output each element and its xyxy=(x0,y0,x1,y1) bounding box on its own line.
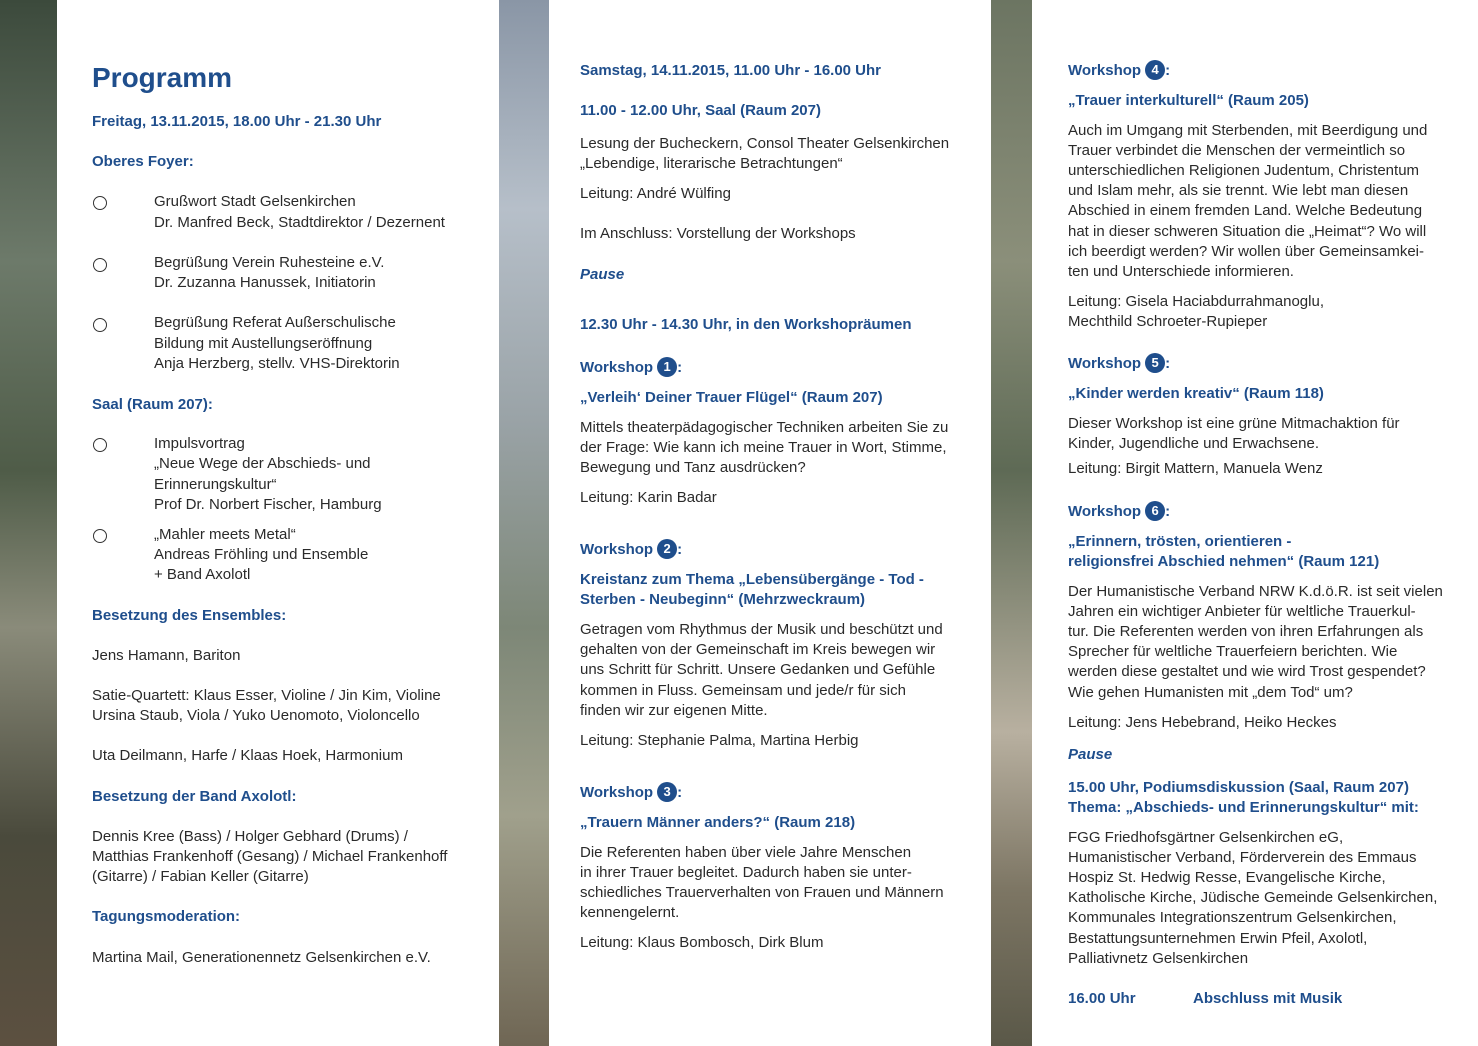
workshop-lead: Leitung: Jens Hebebrand, Heiko Heckes xyxy=(1068,714,1337,731)
agenda-item-text: Dr. Manfred Beck, Stadtdirektor / Dezernent xyxy=(154,214,445,231)
workshop-text: Der Humanistische Verband NRW K.d.ö.R. ist seit vielen xyxy=(1068,583,1443,600)
agenda-item-text: Impulsvortrag xyxy=(154,435,245,452)
number-3-badge-icon: 3 xyxy=(657,782,677,802)
participant-line: Bestattungsunternehmen Erwin Pfeil, Axolotl, xyxy=(1068,930,1368,947)
number-5-badge-icon: 5 xyxy=(1145,353,1165,373)
workshop-text: und Islam mehr, als sie trennt. Wie lebt man diesen xyxy=(1068,182,1409,199)
agenda-item-text: Erinnerungskultur“ xyxy=(154,476,277,493)
ensemble-line: Satie-Quartett: Klaus Esser, Violine / Jin Kim, Violine xyxy=(92,687,441,704)
agenda-item-text: Bildung mit Austellungseröffnung xyxy=(154,335,373,352)
reading-line: Lesung der Bucheckern, Consol Theater Gelsenkirchen xyxy=(580,135,950,152)
workshop-text: Abschied in einem fremden Land. Welche Bedeutung xyxy=(1068,202,1423,219)
workshop-text: ten und Unterschiede informieren. xyxy=(1068,263,1294,280)
workshop-text: uns Schritt für Schritt. Unsere Gedanken und Gefühle xyxy=(580,661,936,678)
participant-line: FGG Friedhofsgärtner Gelsenkirchen eG, xyxy=(1068,829,1344,846)
workshop-lead: Leitung: Stephanie Palma, Martina Herbig xyxy=(580,732,859,749)
reading-after: Im Anschluss: Vorstellung der Workshops xyxy=(580,225,856,242)
workshop-6-title: „Erinnern, trösten, orientieren - xyxy=(1068,533,1292,550)
participant-line: Humanistischer Verband, Förderverein des Emmaus xyxy=(1068,849,1417,866)
ensemble-line: Jens Hamann, Bariton xyxy=(92,647,241,664)
agenda-bullet-icon xyxy=(93,196,107,210)
workshop-text: Auch im Umgang mit Sterbenden, mit Beerdigung und xyxy=(1068,122,1428,139)
workshop-text: ich beerdigt werden? Wir wollen über Gemeinsamkei- xyxy=(1068,243,1424,260)
band-heading: Besetzung der Band Axolotl: xyxy=(92,788,297,805)
agenda-item-text: Prof Dr. Norbert Fischer, Hamburg xyxy=(154,496,382,513)
program-column-workshops xyxy=(1032,0,1478,1046)
workshop-1-title: „Verleih‘ Deiner Trauer Flügel“ (Raum 207) xyxy=(580,389,883,406)
number-6-badge-icon: 6 xyxy=(1145,501,1165,521)
band-line: (Gitarre) / Fabian Keller (Gitarre) xyxy=(92,868,309,885)
workshop-2-title: Sterben - Neubeginn“ (Mehrzweckraum) xyxy=(580,591,866,608)
workshop-text: der Frage: Wie kann ich meine Trauer in Wort, Stimme, xyxy=(580,439,947,456)
workshop-text: hat in dieser schweren Situation die „Heimat“? Wo will xyxy=(1068,223,1427,240)
band-line: Matthias Frankenhoff (Gesang) / Michael Frankenhoff xyxy=(92,848,448,865)
moderation-text: Martina Mail, Generationennetz Gelsenkirchen e.V. xyxy=(92,949,431,966)
agenda-item-text: Grußwort Stadt Gelsenkirchen xyxy=(154,193,356,210)
friday-date-heading: Freitag, 13.11.2015, 18.00 Uhr - 21.30 Uhr xyxy=(92,113,382,130)
agenda-bullet-icon xyxy=(93,438,107,452)
agenda-item-text: „Neue Wege der Abschieds- und xyxy=(154,455,371,472)
workshop-label: Workshop xyxy=(580,359,654,376)
workshop-label: Workshop xyxy=(1068,62,1142,79)
workshop-text: Die Referenten haben über viele Jahre Menschen xyxy=(580,844,912,861)
slot-heading: 12.30 Uhr - 14.30 Uhr, in den Workshopräumen xyxy=(580,316,912,333)
workshop-text: Bewegung und Tanz ausdrücken? xyxy=(580,459,806,476)
workshop-text: schiedliches Trauerverhalten von Frauen und Männern xyxy=(580,884,944,901)
pause-label: Pause xyxy=(580,266,625,283)
workshop-4-title: „Trauer interkulturell“ (Raum 205) xyxy=(1068,92,1309,109)
workshop-text: kennengelernt. xyxy=(580,904,680,921)
band-line: Dennis Kree (Bass) / Holger Gebhard (Drums) / xyxy=(92,828,408,845)
number-1-badge-icon: 1 xyxy=(657,357,677,377)
agenda-bullet-icon xyxy=(93,318,107,332)
workshop-text: Dieser Workshop ist eine grüne Mitmachaktion für xyxy=(1068,415,1400,432)
agenda-bullet-icon xyxy=(93,258,107,272)
participant-line: Kommunales Integrationszentrum Gelsenkirchen, xyxy=(1068,909,1397,926)
reading-lead: Leitung: André Wülfing xyxy=(580,185,731,202)
agenda-item-text: + Band Axolotl xyxy=(154,566,251,583)
workshop-text: tur. Die Referenten werden von ihren Erfahrungen als xyxy=(1068,623,1424,640)
participant-line: Hospiz St. Hedwig Resse, Evangelische Kirche, xyxy=(1068,869,1386,886)
agenda-bullet-icon xyxy=(93,529,107,543)
ensemble-line: Ursina Staub, Viola / Yuko Uenomoto, Violoncello xyxy=(92,707,420,724)
workshop-lead: Leitung: Klaus Bombosch, Dirk Blum xyxy=(580,934,824,951)
participant-line: Palliativnetz Gelsenkirchen xyxy=(1068,950,1249,967)
background-painting-strip-middle xyxy=(499,0,549,1046)
background-painting-strip-left xyxy=(0,0,57,1046)
background-painting-strip-right xyxy=(991,0,1032,1046)
workshop-text: in ihrer Trauer begleitet. Dadurch haben sie unter- xyxy=(580,864,912,881)
workshop-text: finden wir zur eigenen Mitte. xyxy=(580,702,768,719)
program-column-saturday xyxy=(549,0,991,1046)
workshop-lead: Leitung: Gisela Haciabdurrahmanoglu, xyxy=(1068,293,1324,310)
workshop-text: Jahren ein wichtiger Anbieter für weltliche Trauerkul- xyxy=(1068,603,1416,620)
agenda-item-text: „Mahler meets Metal“ xyxy=(154,526,296,543)
page-title: Programm xyxy=(92,62,233,93)
workshop-text: werden diese gestaltet und wie wird Trost gespendet? xyxy=(1068,663,1426,680)
participant-line: Katholische Kirche, Jüdische Gemeinde Gelsenkirchen, xyxy=(1068,889,1438,906)
workshop-text: Getragen vom Rhythmus der Musik und beschützt und xyxy=(580,621,943,638)
workshop-text: unterschiedlichen Religionen Judentum, Christentum xyxy=(1068,162,1420,179)
workshop-1-heading: Workshop 1 : xyxy=(580,359,683,376)
workshop-5-heading: Workshop 5 : xyxy=(1068,355,1171,372)
agenda-item-text: Begrüßung Verein Ruhesteine e.V. xyxy=(154,254,385,271)
workshop-text: Trauer verbindet die Menschen der vermeintlich so xyxy=(1068,142,1406,159)
reading-line: „Lebendige, literarische Betrachtungen“ xyxy=(580,155,843,172)
workshop-5-title: „Kinder werden kreativ“ (Raum 118) xyxy=(1068,385,1324,402)
closing-time: 16.00 Uhr xyxy=(1068,990,1136,1007)
saal-heading: Saal (Raum 207): xyxy=(92,396,213,413)
ensemble-line: Uta Deilmann, Harfe / Klaas Hoek, Harmonium xyxy=(92,747,403,764)
workshop-6-title: religionsfrei Abschied nehmen“ (Raum 121) xyxy=(1068,553,1380,570)
workshop-text: Wie gehen Humanisten mit „dem Tod“ um? xyxy=(1068,684,1353,701)
podium-theme: Thema: „Abschieds- und Erinnerungskultur“ mit: xyxy=(1068,799,1419,816)
workshop-text: Mittels theaterpädagogischer Techniken arbeiten Sie zu xyxy=(580,419,949,436)
agenda-item-text: Dr. Zuzanna Hanussek, Initiatorin xyxy=(154,274,376,291)
closing-label: Abschluss mit Musik xyxy=(1193,990,1343,1007)
workshop-text: Sprecher für weltliche Trauerfeiern berichten. Wie xyxy=(1068,643,1398,660)
pause-label: Pause xyxy=(1068,746,1113,763)
workshop-text: kommen in Fluss. Gemeinsam und jede/r für sich xyxy=(580,682,906,699)
moderation-heading: Tagungsmoderation: xyxy=(92,908,241,925)
slot-heading: 11.00 - 12.00 Uhr, Saal (Raum 207) xyxy=(580,102,821,119)
number-4-badge-icon: 4 xyxy=(1145,60,1165,80)
workshop-2-heading: Workshop 2 : xyxy=(580,541,683,558)
program-column-friday xyxy=(57,0,499,1046)
workshop-label: Workshop xyxy=(1068,503,1142,520)
workshop-lead: Mechthild Schroeter-Rupieper xyxy=(1068,313,1268,330)
foyer-heading: Oberes Foyer: xyxy=(92,153,194,170)
workshop-label: Workshop xyxy=(1068,355,1142,372)
workshop-label: Workshop xyxy=(580,541,654,558)
agenda-item-text: Anja Herzberg, stellv. VHS-Direktorin xyxy=(154,355,400,372)
podium-heading: 15.00 Uhr, Podiumsdiskussion (Saal, Raum 207) xyxy=(1068,779,1409,796)
workshop-text: Kinder, Jugendliche und Erwachsene. xyxy=(1068,435,1320,452)
workshop-lead: Leitung: Birgit Mattern, Manuela Wenz xyxy=(1068,460,1323,477)
number-2-badge-icon: 2 xyxy=(657,539,677,559)
saturday-date-heading: Samstag, 14.11.2015, 11.00 Uhr - 16.00 Uhr xyxy=(580,62,882,79)
workshop-lead: Leitung: Karin Badar xyxy=(580,489,717,506)
agenda-item-text: Begrüßung Referat Außerschulische xyxy=(154,314,396,331)
agenda-item-text: Andreas Fröhling und Ensemble xyxy=(154,546,369,563)
ensemble-heading: Besetzung des Ensembles: xyxy=(92,607,287,624)
workshop-label: Workshop xyxy=(580,784,654,801)
workshop-4-heading: Workshop 4 : xyxy=(1068,62,1171,79)
workshop-2-title: Kreistanz zum Thema „Lebensübergänge - Tod - xyxy=(580,571,924,588)
workshop-3-title: „Trauern Männer anders?“ (Raum 218) xyxy=(580,814,856,831)
workshop-3-heading: Workshop 3 : xyxy=(580,784,683,801)
workshop-6-heading: Workshop 6 : xyxy=(1068,503,1171,520)
workshop-text: gehalten von der Gemeinschaft im Kreis bewegen wir xyxy=(580,641,936,658)
